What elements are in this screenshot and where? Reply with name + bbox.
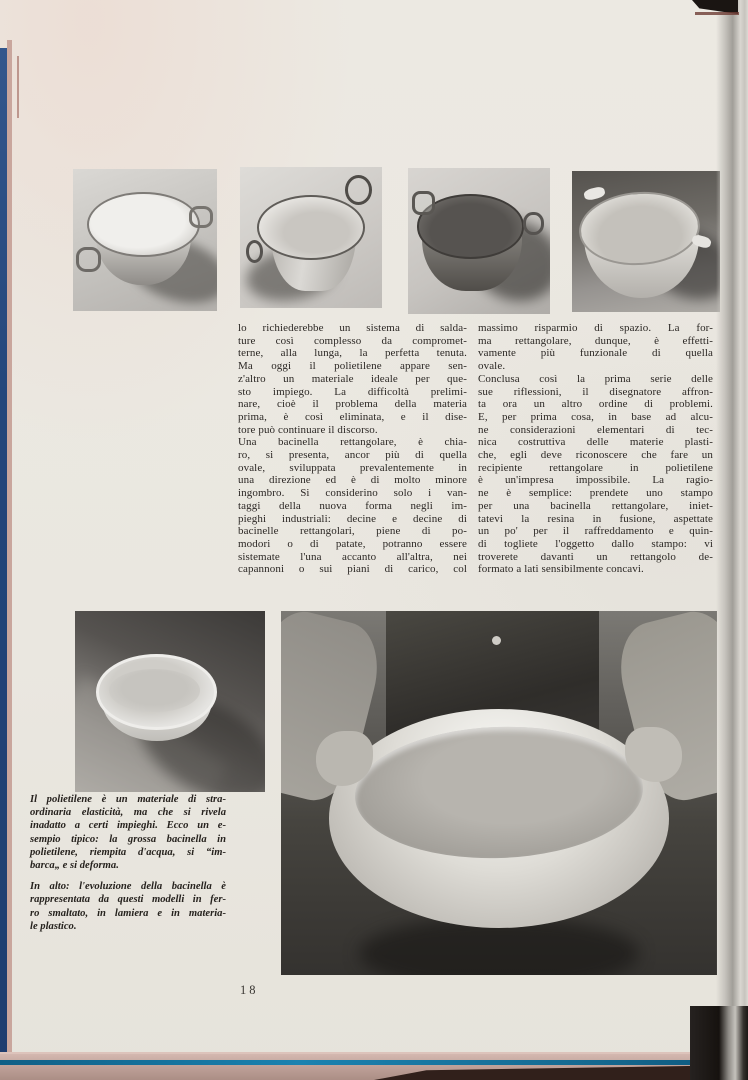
text-line: polietilene, riempita d'acqua, si “im- [30,846,226,858]
text-line: bacinelle rettangolari, piene di po- [238,525,467,538]
caption-paragraph-1 [30,793,226,872]
text-line: recipiente rettangolare in polietilene [478,461,713,474]
text-line: di togliete l'oggetto dallo stampo: vi [478,537,713,550]
text-line: Ma oggi il polietilene appare sen- [238,360,467,373]
cover-corner-bottom-right [690,1006,748,1080]
text-line: barca„ e si deforma. [30,860,119,872]
basin-rim [87,192,199,257]
text-line: terne, alla lunga, la perfetta tenuta. [238,347,467,360]
text-line: inadatto a certi impieghi. Ecco un e- [30,820,226,832]
text-line: E, per prima cosa, in base ad alcu- [478,410,713,423]
text-line: ro smaltato, in lamiera e in materia- [30,907,226,919]
text-line: lo richiederebbe un sistema di salda- [238,322,467,334]
text-line: formato a lati sensibilmente concavi. [478,563,644,576]
text-line: per una bacinella rettangolare, iniet- [478,499,713,512]
caption-paragraph-2 [30,880,226,933]
text-line: ovale. [478,360,506,373]
text-line: ne considerazioni elementari di tec- [478,423,713,436]
page-stack-edge-right [716,0,748,1080]
photo-bacinella-plastica-scura [408,168,550,314]
text-line: tatevi la resina in fusione, aspettate [478,512,713,525]
text-line: massimo risparmio di spazio. La for- [478,322,713,334]
basin-handle-right [189,206,212,228]
text-line: vamente più funzionale di quella [478,347,713,360]
photo-bacinella-plastica-ovale [572,171,720,312]
text-line: rappresentata da questi modelli in fer- [30,894,226,906]
page-number: 18 [240,983,259,997]
basin-handle-left [76,247,101,271]
text-line: pieghi industriali: decine e decine di [238,512,467,525]
text-line: ture così complesso da compromet- [238,334,467,347]
book-edge-pink-left [7,40,12,1064]
text-line: sto impiego. La difficoltà prelimi- [238,385,467,398]
text-line: sue riflessioni, il disegnatore affron- [478,385,713,398]
book-edge-blue-left [0,48,7,1062]
text-line: un po' per il raffreddamento e quin- [478,525,713,538]
text-line: che, egli deve riconoscere che fare un [478,449,713,462]
basin-handle-right [523,212,545,236]
text-line: In alto: l'evoluzione della bacinella è [30,881,226,893]
text-line: ro, si presenta, ancor più di quella [238,449,467,462]
figure-captions [30,793,226,941]
text-line: modori o di patate, potranno essere [238,537,467,550]
text-line: Il polietilene è un materiale di stra- [30,794,226,805]
photo-bacinella-ferro-smaltato [73,169,217,311]
text-line: tore può continuare il discorso. [238,423,378,436]
text-line: troverete davanti un rettangolo de- [478,550,713,563]
text-line: nica costruttiva delle materie plasti- [478,436,713,449]
photo-bacinella-polietilene-con-acqua [75,611,265,792]
article-column-1 [238,322,467,576]
text-line: è un'impresa impossibile. La ragio- [478,474,713,487]
basin-rim [257,195,365,260]
cover-corner-line [695,12,739,15]
text-line: sempio tipico: la grossa bacinella in [30,833,226,845]
basin-wire-handle [345,175,372,205]
text-line: ne è semplice: prendete uno stampo [478,487,713,500]
scan-mark-left [17,56,19,118]
text-line: ovale, sviluppata prevalentemente in [238,461,467,474]
book-edge-teal-bottom [0,1060,748,1065]
photo-bacinella-deformata-tenuta-in-mano [281,611,717,975]
article-column-2 [478,322,713,576]
text-line: nare, cioè il problema della materia [238,398,467,411]
text-line: le plastico. [30,920,77,932]
text-line: sistemate l'una accanto all'altra, nei [238,550,467,563]
text-line: z'altro un materiale ideale per que- [238,372,467,385]
text-line: ta ora un altro ordine di problemi. [478,398,713,411]
text-line: una direzione ed è di molto minore [238,474,467,487]
text-line: ordinaria elasticità, ma che si rivela [30,807,226,819]
photo-bacinella-lamiera [240,167,382,308]
text-line: prima, è così eliminata, e il dise- [238,410,467,423]
text-line: capannoni o sui piani di carico, col [238,563,467,576]
hand-right [625,727,682,782]
text-line: ma rettangolare, dunque, è effetti- [478,334,713,347]
text-line: Una bacinella rettangolare, è chia- [238,436,467,449]
basin-handle-left [246,240,263,263]
text-line: Conclusa così la prima serie delle [478,372,713,385]
text-line: ingombro. Si considerino solo i van- [238,487,467,500]
basin-handle-left [412,191,435,215]
text-line: taggi della nuova forma negli im- [238,499,467,512]
basin-molded-handle-left [583,186,606,202]
